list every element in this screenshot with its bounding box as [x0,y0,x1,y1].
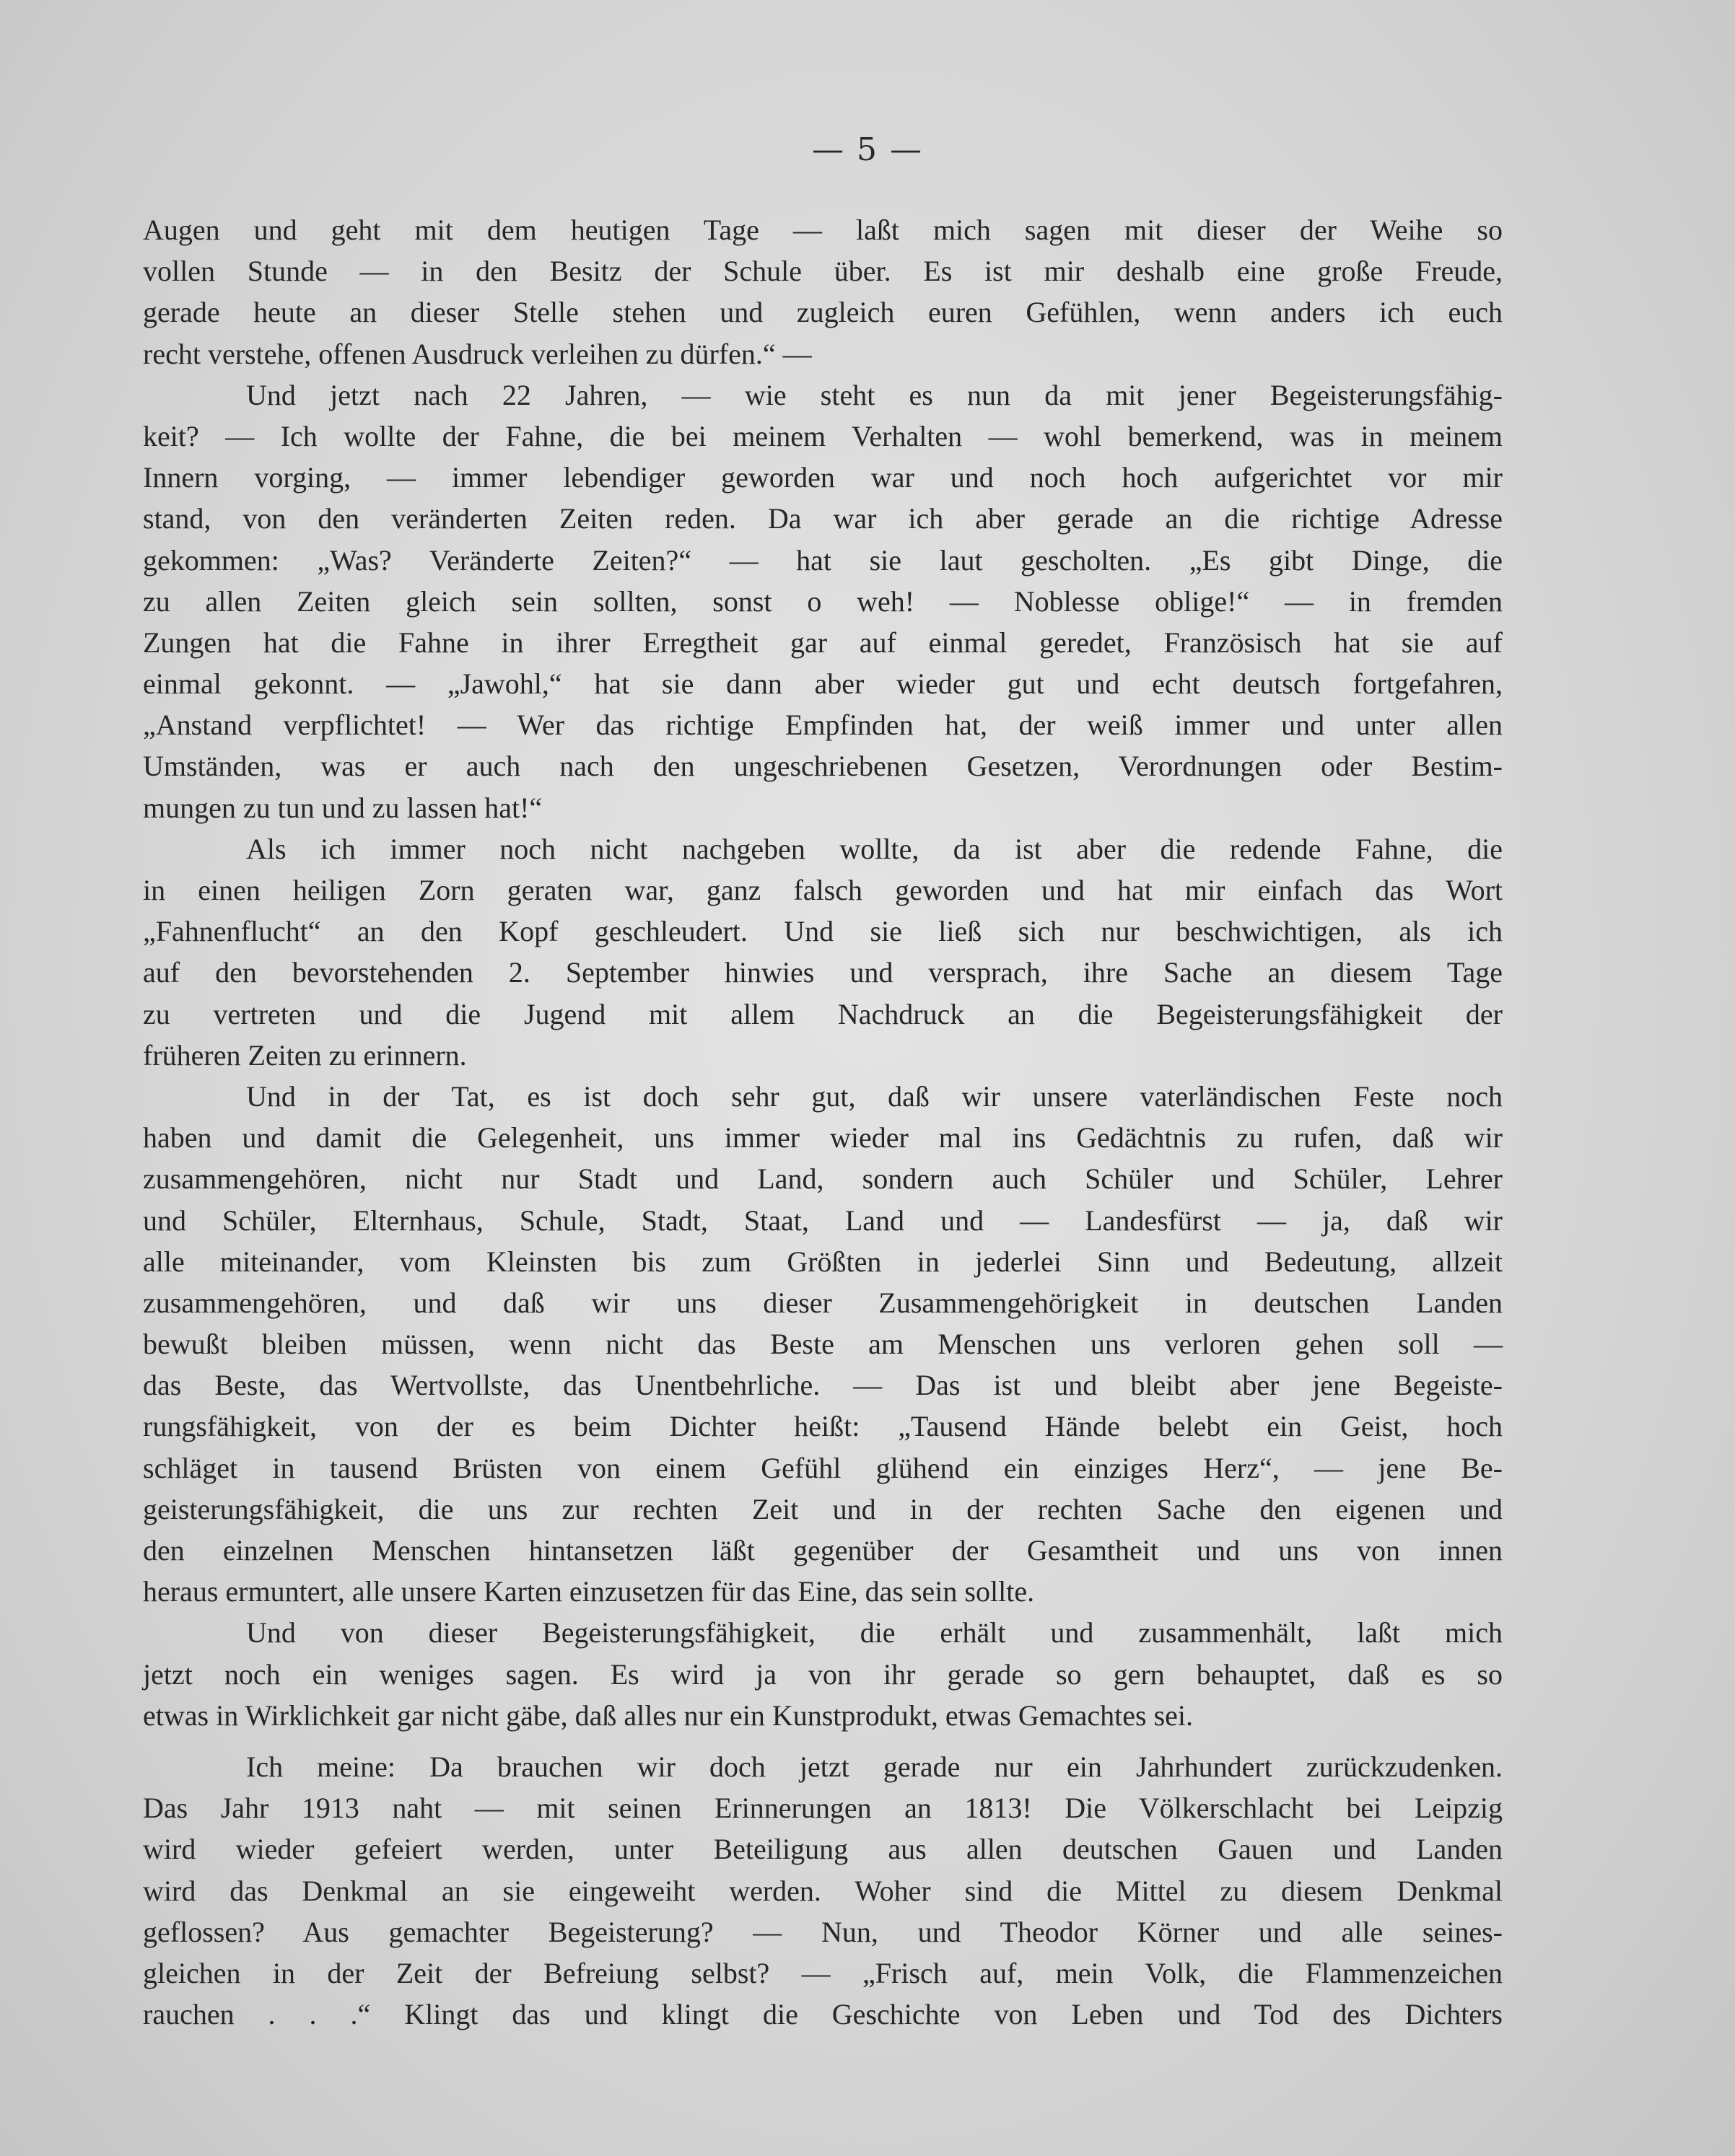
text-line: den einzelnen Menschen hintansetzen läßt gegenüber der Gesamtheit und uns von innen [143,1534,1503,1566]
text-line: zu allen Zeiten gleich sein sollten, sonst o weh! — Noblesse oblige!“ — in fremden [143,584,1503,618]
text-line: mungen zu tun und zu lassen hat!“ [143,791,543,824]
text-line: haben und damit die Gelegenheit, uns immer wieder mal ins Gedächtnis zu rufen, daß wir [143,1121,1503,1154]
text-line: rauchen . . .“ Klingt das und klingt die Geschichte von Leben und Tod des Dichters [143,1998,1503,2031]
text-line: Augen und geht mit dem heutigen Tage — laßt mich sagen mit dieser der Weihe so [143,214,1503,246]
text-line: und Schüler, Elternhaus, Schule, Stadt, Staat, Land und — Landesfürst — ja, daß wir [143,1204,1503,1237]
text-line: Innern vorging, — immer lebendiger geworden war und noch hoch aufgerichtet vor mir [143,461,1503,494]
text-line: bewußt bleiben müssen, wenn nicht das Beste am Menschen uns verloren gehen soll — [143,1328,1503,1361]
text-line: wird das Denkmal an sie eingeweiht werden. Woher sind die Mittel zu diesem Denkmal [143,1874,1503,1907]
text-line: geisterungsfähigkeit, die uns zur rechten Zeit und in der rechten Sache den eigenen und [143,1492,1503,1525]
text-line: einmal gekonnt. — „Jawohl,“ hat sie dann aber wieder gut und echt deutsch fortgefahren, [143,667,1503,701]
text-line: Das Jahr 1913 naht — mit seinen Erinnerungen an 1813! Die Völkerschlacht bei Leipzig [143,1792,1503,1825]
text-line: keit? — Ich wollte der Fahne, die bei meinem Verhalten — wohl bemerkend, was in meinem [143,419,1503,452]
text-line: gekommen: „Was? Veränderte Zeiten?“ — hat sie laut gescholten. „Es gibt Dinge, die [143,543,1503,577]
body-text [143,209,1503,2035]
text-line: das Beste, das Wertvollste, das Unentbehrliche. — Das ist und bleibt aber jene Begeiste- [143,1369,1503,1402]
text-line: auf den bevorstehenden 2. September hinwies und versprach, ihre Sache an diesem Tage [143,956,1503,989]
text-line: rungsfähigkeit, von der es beim Dichter heißt: „Tausend Hände belebt ein Geist, hoch [143,1410,1503,1443]
paragraph-start-line: Und in der Tat, es ist doch sehr gut, daß wir unsere vaterländischen Feste noch [246,1079,1503,1113]
paragraph-start-line: Als ich immer noch nicht nachgeben wollte, da ist aber die redende Fahne, die [246,832,1503,865]
text-line: zusammengehören, nicht nur Stadt und Land, sondern auch Schüler und Schüler, Lehrer [143,1162,1503,1196]
text-line: etwas in Wirklichkeit gar nicht gäbe, daß alles nur ein Kunstprodukt, etwas Gemachtes sei. [143,1699,1194,1732]
text-line: jetzt noch ein weniges sagen. Es wird ja von ihr gerade so gern behauptet, daß es so [143,1657,1503,1691]
text-line: geflossen? Aus gemachter Begeisterung? — Nun, und Theodor Körner und alle seines- [143,1915,1503,1948]
text-line: recht verstehe, offenen Ausdruck verleihen zu dürfen.“ — [143,337,812,370]
text-line: gleichen in der Zeit der Befreiung selbst? — „Frisch auf, mein Volk, die Flammenzeichen [143,1956,1503,1989]
text-line: zu vertreten und die Jugend mit allem Nachdruck an die Begeisterungsfähigkeit der [143,997,1503,1030]
text-line: vollen Stunde — in den Besitz der Schule über. Es ist mir deshalb eine große Freude, [143,255,1503,288]
text-line: gerade heute an dieser Stelle stehen und zugleich euren Gefühlen, wenn anders ich euch [143,296,1503,329]
text-line: in einen heiligen Zorn geraten war, ganz falsch geworden und hat mir einfach das Wort [143,874,1503,906]
text-line: heraus ermuntert, alle unsere Karten einzusetzen für das Eine, das sein sollte. [143,1575,1035,1608]
text-line: „Fahnenflucht“ an den Kopf geschleudert. Und sie ließ sich nur beschwichtigen, als ich [143,915,1503,948]
paragraph-start-line: Und von dieser Begeisterungsfähigkeit, die erhält und zusammenhält, laßt mich [246,1616,1503,1649]
text-line: alle miteinander, vom Kleinsten bis zum Größten in jederlei Sinn und Bedeutung, allzeit [143,1245,1503,1278]
text-line: Zungen hat die Fahne in ihrer Erregtheit gar auf einmal geredet, Französisch hat sie auf [143,626,1503,659]
text-line: wird wieder gefeiert werden, unter Beteiligung aus allen deutschen Gauen und Landen [143,1833,1503,1866]
text-line: früheren Zeiten zu erinnern. [143,1038,467,1072]
text-line: „Anstand verpflichtet! — Wer das richtige Empfinden hat, der weiß immer und unter allen [143,709,1503,742]
text-line: Umständen, was er auch nach den ungeschriebenen Gesetzen, Verordnungen oder Bestim- [143,750,1503,783]
page-number: — 5 — [812,131,923,168]
text-line: stand, von den veränderten Zeiten reden. Da war ich aber gerade an die richtige Adresse [143,502,1503,535]
paragraph-start-line: Und jetzt nach 22 Jahren, — wie steht es nun da mit jener Begeisterungsfähig- [246,378,1503,411]
paragraph-start-line: Ich meine: Da brauchen wir doch jetzt gerade nur ein Jahrhundert zurückzudenken. [246,1750,1503,1783]
text-line: schläget in tausend Brüsten von einem Gefühl glühend ein einziges Herz“, — jene Be- [143,1451,1503,1484]
text-line: zusammengehören, und daß wir uns dieser Zusammengehörigkeit in deutschen Landen [143,1286,1503,1319]
